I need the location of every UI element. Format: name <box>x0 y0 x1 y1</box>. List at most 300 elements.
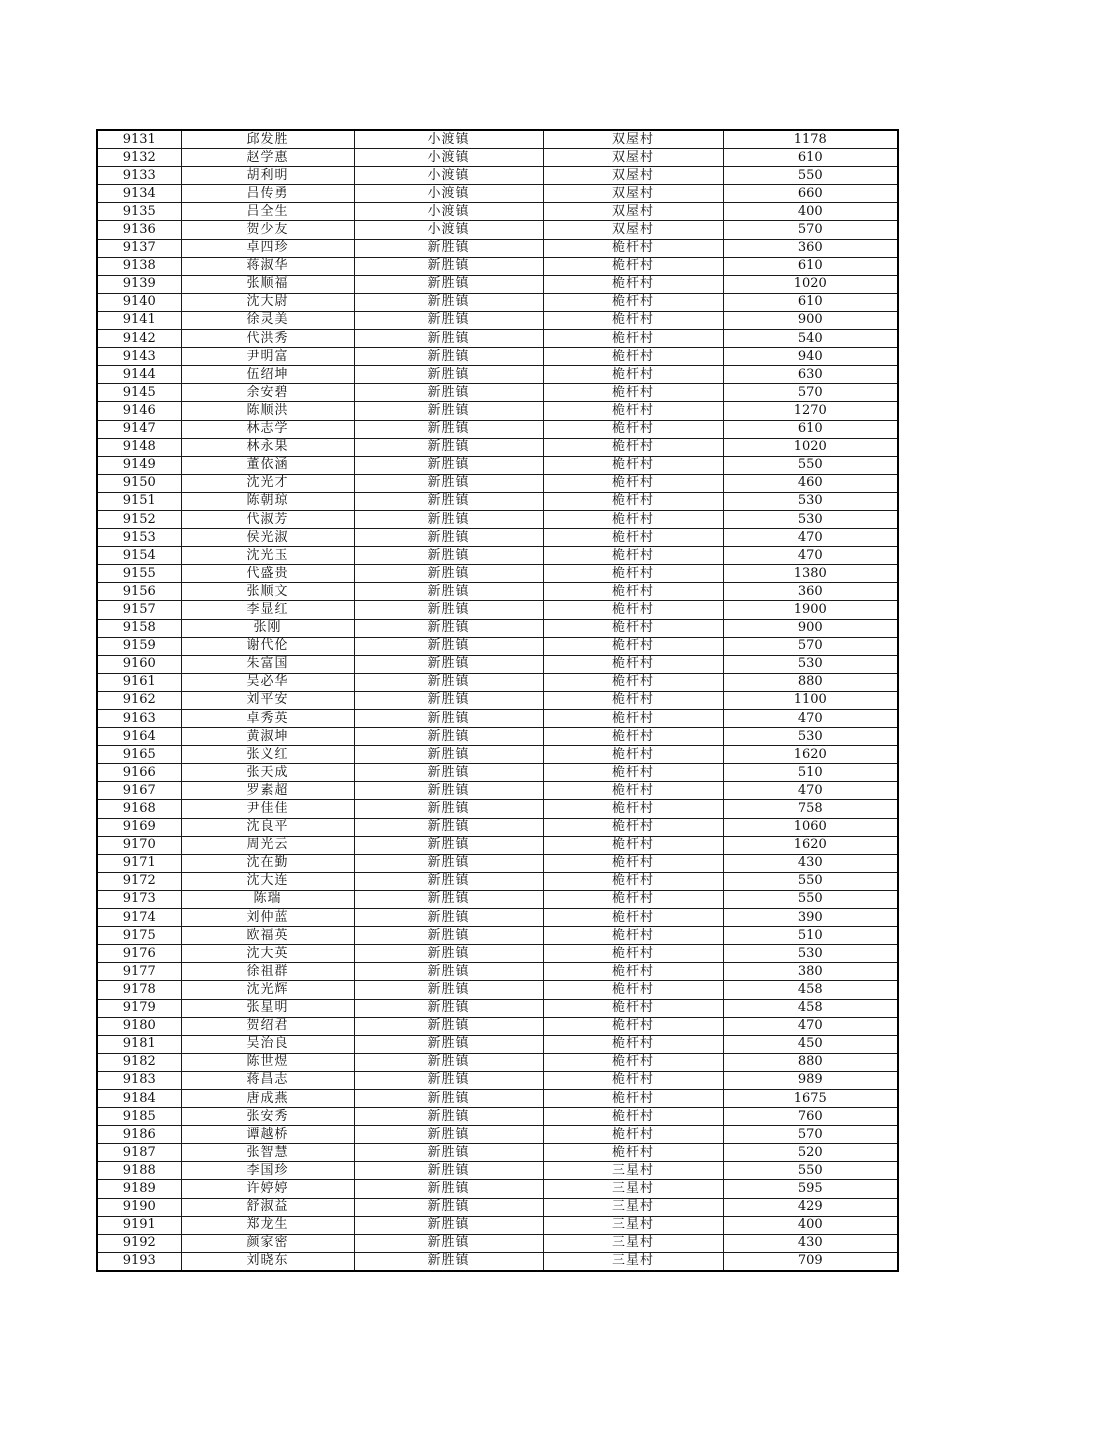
table-row <box>97 311 898 329</box>
amount-cell: 630 <box>723 366 898 384</box>
name-cell: 徐灵美 <box>181 311 354 329</box>
name-cell: 沈在勤 <box>181 854 354 872</box>
table-row <box>97 890 898 908</box>
village-cell: 桅杆村 <box>543 547 723 565</box>
amount-cell: 360 <box>723 583 898 601</box>
table-row <box>97 348 898 366</box>
village-cell: 三星村 <box>543 1180 723 1198</box>
town-cell: 新胜镇 <box>354 927 543 945</box>
town-cell: 新胜镇 <box>354 311 543 329</box>
amount-cell: 1380 <box>723 565 898 583</box>
table-row <box>97 818 898 836</box>
row-number-cell: 9183 <box>97 1071 181 1089</box>
town-cell: 小渡镇 <box>354 203 543 221</box>
row-number-cell: 9160 <box>97 655 181 673</box>
amount-cell: 530 <box>723 492 898 510</box>
table-row <box>97 438 898 456</box>
row-number-cell: 9170 <box>97 836 181 854</box>
name-cell: 沈大尉 <box>181 293 354 311</box>
village-cell: 桅杆村 <box>543 275 723 293</box>
village-cell: 桅杆村 <box>543 854 723 872</box>
name-cell: 徐祖群 <box>181 963 354 981</box>
table-row <box>97 203 898 221</box>
row-number-cell: 9179 <box>97 999 181 1017</box>
row-number-cell: 9176 <box>97 945 181 963</box>
town-cell: 新胜镇 <box>354 1035 543 1053</box>
amount-cell: 470 <box>723 710 898 728</box>
amount-cell: 450 <box>723 1035 898 1053</box>
table-row <box>97 836 898 854</box>
table-row <box>97 275 898 293</box>
name-cell: 尹明富 <box>181 348 354 366</box>
village-cell: 桅杆村 <box>543 529 723 547</box>
name-cell: 沈光才 <box>181 474 354 492</box>
table-row <box>97 728 898 746</box>
amount-cell: 458 <box>723 981 898 999</box>
amount-cell: 400 <box>723 203 898 221</box>
name-cell: 吕传勇 <box>181 185 354 203</box>
table-row <box>97 1017 898 1035</box>
amount-cell: 390 <box>723 909 898 927</box>
row-number-cell: 9157 <box>97 601 181 619</box>
village-cell: 桅杆村 <box>543 420 723 438</box>
table-row <box>97 384 898 402</box>
name-cell: 谢代伦 <box>181 637 354 655</box>
village-cell: 桅杆村 <box>543 366 723 384</box>
table-row <box>97 1144 898 1162</box>
table-row <box>97 565 898 583</box>
village-cell: 桅杆村 <box>543 890 723 908</box>
town-cell: 小渡镇 <box>354 185 543 203</box>
amount-cell: 530 <box>723 655 898 673</box>
row-number-cell: 9178 <box>97 981 181 999</box>
town-cell: 新胜镇 <box>354 728 543 746</box>
name-cell: 蒋淑华 <box>181 257 354 275</box>
village-cell: 桅杆村 <box>543 691 723 709</box>
name-cell: 林志学 <box>181 420 354 438</box>
table-row <box>97 927 898 945</box>
row-number-cell: 9148 <box>97 438 181 456</box>
name-cell: 张顺福 <box>181 275 354 293</box>
village-cell: 桅杆村 <box>543 474 723 492</box>
village-cell: 桅杆村 <box>543 348 723 366</box>
town-cell: 新胜镇 <box>354 981 543 999</box>
row-number-cell: 9190 <box>97 1198 181 1216</box>
table-row <box>97 637 898 655</box>
village-cell: 三星村 <box>543 1252 723 1271</box>
table-row <box>97 167 898 185</box>
table-row <box>97 945 898 963</box>
village-cell: 桅杆村 <box>543 1144 723 1162</box>
table-row <box>97 800 898 818</box>
name-cell: 张智慧 <box>181 1144 354 1162</box>
town-cell: 新胜镇 <box>354 547 543 565</box>
row-number-cell: 9193 <box>97 1252 181 1271</box>
amount-cell: 1060 <box>723 818 898 836</box>
name-cell: 张安秀 <box>181 1108 354 1126</box>
table-row <box>97 402 898 420</box>
village-cell: 桅杆村 <box>543 872 723 890</box>
name-cell: 周光云 <box>181 836 354 854</box>
table-row <box>97 1162 898 1180</box>
name-cell: 张天成 <box>181 764 354 782</box>
table-row <box>97 149 898 167</box>
town-cell: 新胜镇 <box>354 872 543 890</box>
name-cell: 李显红 <box>181 601 354 619</box>
village-cell: 桅杆村 <box>543 637 723 655</box>
village-cell: 桅杆村 <box>543 981 723 999</box>
village-cell: 桅杆村 <box>543 619 723 637</box>
village-cell: 桅杆村 <box>543 456 723 474</box>
town-cell: 新胜镇 <box>354 999 543 1017</box>
row-number-cell: 9140 <box>97 293 181 311</box>
name-cell: 陈顺洪 <box>181 402 354 420</box>
town-cell: 小渡镇 <box>354 221 543 239</box>
name-cell: 余安碧 <box>181 384 354 402</box>
amount-cell: 610 <box>723 420 898 438</box>
village-cell: 桅杆村 <box>543 1108 723 1126</box>
table-row <box>97 1198 898 1216</box>
table-row <box>97 1234 898 1252</box>
table-row <box>97 1108 898 1126</box>
table-row <box>97 366 898 384</box>
town-cell: 新胜镇 <box>354 909 543 927</box>
amount-cell: 758 <box>723 800 898 818</box>
name-cell: 陈瑞 <box>181 890 354 908</box>
row-number-cell: 9147 <box>97 420 181 438</box>
name-cell: 朱富国 <box>181 655 354 673</box>
row-number-cell: 9166 <box>97 764 181 782</box>
town-cell: 新胜镇 <box>354 402 543 420</box>
row-number-cell: 9188 <box>97 1162 181 1180</box>
amount-cell: 458 <box>723 999 898 1017</box>
table-row <box>97 257 898 275</box>
table-row <box>97 529 898 547</box>
village-cell: 双屋村 <box>543 130 723 149</box>
town-cell: 新胜镇 <box>354 529 543 547</box>
row-number-cell: 9191 <box>97 1216 181 1234</box>
town-cell: 新胜镇 <box>354 239 543 257</box>
town-cell: 新胜镇 <box>354 1180 543 1198</box>
amount-cell: 530 <box>723 728 898 746</box>
town-cell: 新胜镇 <box>354 619 543 637</box>
village-cell: 桅杆村 <box>543 565 723 583</box>
row-number-cell: 9171 <box>97 854 181 872</box>
name-cell: 卓秀英 <box>181 710 354 728</box>
village-cell: 桅杆村 <box>543 1089 723 1107</box>
village-cell: 双屋村 <box>543 203 723 221</box>
row-number-cell: 9174 <box>97 909 181 927</box>
amount-cell: 510 <box>723 927 898 945</box>
name-cell: 卓四珍 <box>181 239 354 257</box>
amount-cell: 900 <box>723 619 898 637</box>
village-cell: 双屋村 <box>543 185 723 203</box>
village-cell: 三星村 <box>543 1162 723 1180</box>
name-cell: 沈光玉 <box>181 547 354 565</box>
table-row <box>97 1071 898 1089</box>
table-row <box>97 710 898 728</box>
name-cell: 唐成燕 <box>181 1089 354 1107</box>
village-cell: 桅杆村 <box>543 510 723 528</box>
row-number-cell: 9158 <box>97 619 181 637</box>
name-cell: 沈大英 <box>181 945 354 963</box>
amount-cell: 989 <box>723 1071 898 1089</box>
amount-cell: 1020 <box>723 438 898 456</box>
name-cell: 刘晓东 <box>181 1252 354 1271</box>
name-cell: 代淑芳 <box>181 510 354 528</box>
amount-cell: 900 <box>723 311 898 329</box>
town-cell: 新胜镇 <box>354 746 543 764</box>
table-row <box>97 492 898 510</box>
village-cell: 桅杆村 <box>543 710 723 728</box>
amount-cell: 550 <box>723 890 898 908</box>
town-cell: 新胜镇 <box>354 330 543 348</box>
row-number-cell: 9145 <box>97 384 181 402</box>
village-cell: 桅杆村 <box>543 746 723 764</box>
name-cell: 陈世煜 <box>181 1053 354 1071</box>
row-number-cell: 9181 <box>97 1035 181 1053</box>
amount-cell: 595 <box>723 1180 898 1198</box>
amount-cell: 570 <box>723 637 898 655</box>
table-row <box>97 330 898 348</box>
row-number-cell: 9185 <box>97 1108 181 1126</box>
town-cell: 新胜镇 <box>354 583 543 601</box>
village-cell: 桅杆村 <box>543 1035 723 1053</box>
town-cell: 新胜镇 <box>354 1198 543 1216</box>
row-number-cell: 9164 <box>97 728 181 746</box>
name-cell: 沈良平 <box>181 818 354 836</box>
amount-cell: 550 <box>723 167 898 185</box>
row-number-cell: 9150 <box>97 474 181 492</box>
row-number-cell: 9189 <box>97 1180 181 1198</box>
town-cell: 新胜镇 <box>354 1053 543 1071</box>
town-cell: 新胜镇 <box>354 637 543 655</box>
amount-cell: 510 <box>723 764 898 782</box>
amount-cell: 360 <box>723 239 898 257</box>
amount-cell: 460 <box>723 474 898 492</box>
amount-cell: 610 <box>723 293 898 311</box>
town-cell: 新胜镇 <box>354 1216 543 1234</box>
row-number-cell: 9155 <box>97 565 181 583</box>
table-row <box>97 782 898 800</box>
town-cell: 新胜镇 <box>354 366 543 384</box>
name-cell: 颜家密 <box>181 1234 354 1252</box>
row-number-cell: 9151 <box>97 492 181 510</box>
amount-cell: 429 <box>723 1198 898 1216</box>
table-row <box>97 547 898 565</box>
name-cell: 尹佳佳 <box>181 800 354 818</box>
amount-cell: 940 <box>723 348 898 366</box>
town-cell: 新胜镇 <box>354 1126 543 1144</box>
village-cell: 桅杆村 <box>543 764 723 782</box>
amount-cell: 1675 <box>723 1089 898 1107</box>
town-cell: 新胜镇 <box>354 1108 543 1126</box>
table-row <box>97 1053 898 1071</box>
name-cell: 蒋昌志 <box>181 1071 354 1089</box>
table-row <box>97 1216 898 1234</box>
table-row <box>97 1089 898 1107</box>
village-cell: 三星村 <box>543 1234 723 1252</box>
village-cell: 桅杆村 <box>543 239 723 257</box>
row-number-cell: 9184 <box>97 1089 181 1107</box>
name-cell: 陈朝琼 <box>181 492 354 510</box>
row-number-cell: 9138 <box>97 257 181 275</box>
village-cell: 桅杆村 <box>543 927 723 945</box>
town-cell: 新胜镇 <box>354 836 543 854</box>
village-cell: 桅杆村 <box>543 601 723 619</box>
town-cell: 新胜镇 <box>354 1234 543 1252</box>
amount-cell: 380 <box>723 963 898 981</box>
name-cell: 张刚 <box>181 619 354 637</box>
row-number-cell: 9162 <box>97 691 181 709</box>
village-cell: 桅杆村 <box>543 1071 723 1089</box>
name-cell: 贺少友 <box>181 221 354 239</box>
table-row <box>97 764 898 782</box>
table-row <box>97 420 898 438</box>
table-row <box>97 981 898 999</box>
table-row <box>97 691 898 709</box>
row-number-cell: 9156 <box>97 583 181 601</box>
table-row <box>97 1126 898 1144</box>
row-number-cell: 9137 <box>97 239 181 257</box>
town-cell: 新胜镇 <box>354 420 543 438</box>
amount-cell: 530 <box>723 945 898 963</box>
amount-cell: 570 <box>723 221 898 239</box>
village-cell: 桅杆村 <box>543 257 723 275</box>
name-cell: 邱发胜 <box>181 130 354 149</box>
town-cell: 新胜镇 <box>354 1144 543 1162</box>
name-cell: 欧福英 <box>181 927 354 945</box>
amount-cell: 1900 <box>723 601 898 619</box>
amount-cell: 470 <box>723 529 898 547</box>
amount-cell: 520 <box>723 1144 898 1162</box>
town-cell: 新胜镇 <box>354 1071 543 1089</box>
village-cell: 桅杆村 <box>543 945 723 963</box>
name-cell: 胡利明 <box>181 167 354 185</box>
row-number-cell: 9182 <box>97 1053 181 1071</box>
name-cell: 代洪秀 <box>181 330 354 348</box>
amount-cell: 610 <box>723 257 898 275</box>
name-cell: 谭越桥 <box>181 1126 354 1144</box>
table-row <box>97 221 898 239</box>
row-number-cell: 9173 <box>97 890 181 908</box>
village-cell: 桅杆村 <box>543 492 723 510</box>
town-cell: 新胜镇 <box>354 510 543 528</box>
table-row <box>97 673 898 691</box>
village-cell: 三星村 <box>543 1216 723 1234</box>
name-cell: 沈大连 <box>181 872 354 890</box>
town-cell: 新胜镇 <box>354 348 543 366</box>
name-cell: 吴治良 <box>181 1035 354 1053</box>
village-cell: 双屋村 <box>543 167 723 185</box>
town-cell: 新胜镇 <box>354 710 543 728</box>
name-cell: 张顺文 <box>181 583 354 601</box>
town-cell: 新胜镇 <box>354 890 543 908</box>
name-cell: 吴必华 <box>181 673 354 691</box>
row-number-cell: 9139 <box>97 275 181 293</box>
row-number-cell: 9142 <box>97 330 181 348</box>
name-cell: 张星明 <box>181 999 354 1017</box>
amount-cell: 709 <box>723 1252 898 1271</box>
amount-cell: 570 <box>723 384 898 402</box>
village-cell: 桅杆村 <box>543 583 723 601</box>
town-cell: 新胜镇 <box>354 384 543 402</box>
table-row <box>97 872 898 890</box>
amount-cell: 400 <box>723 1216 898 1234</box>
name-cell: 董依涵 <box>181 456 354 474</box>
village-cell: 双屋村 <box>543 149 723 167</box>
table-row <box>97 1252 898 1271</box>
name-cell: 舒淑益 <box>181 1198 354 1216</box>
town-cell: 新胜镇 <box>354 782 543 800</box>
village-cell: 桅杆村 <box>543 800 723 818</box>
table-row <box>97 655 898 673</box>
town-cell: 新胜镇 <box>354 818 543 836</box>
amount-cell: 610 <box>723 149 898 167</box>
table-row <box>97 619 898 637</box>
row-number-cell: 9136 <box>97 221 181 239</box>
row-number-cell: 9134 <box>97 185 181 203</box>
table-row <box>97 746 898 764</box>
row-number-cell: 9168 <box>97 800 181 818</box>
amount-cell: 470 <box>723 782 898 800</box>
name-cell: 赵学惠 <box>181 149 354 167</box>
row-number-cell: 9135 <box>97 203 181 221</box>
table-row <box>97 185 898 203</box>
row-number-cell: 9175 <box>97 927 181 945</box>
amount-cell: 540 <box>723 330 898 348</box>
town-cell: 新胜镇 <box>354 854 543 872</box>
table-row <box>97 1180 898 1198</box>
village-cell: 桅杆村 <box>543 909 723 927</box>
amount-cell: 1620 <box>723 836 898 854</box>
amount-cell: 430 <box>723 854 898 872</box>
row-number-cell: 9163 <box>97 710 181 728</box>
town-cell: 新胜镇 <box>354 764 543 782</box>
amount-cell: 530 <box>723 510 898 528</box>
row-number-cell: 9152 <box>97 510 181 528</box>
town-cell: 新胜镇 <box>354 474 543 492</box>
table-row <box>97 130 898 149</box>
town-cell: 新胜镇 <box>354 673 543 691</box>
row-number-cell: 9146 <box>97 402 181 420</box>
row-number-cell: 9131 <box>97 130 181 149</box>
name-cell: 代盛贵 <box>181 565 354 583</box>
amount-cell: 470 <box>723 547 898 565</box>
row-number-cell: 9169 <box>97 818 181 836</box>
table-row <box>97 854 898 872</box>
name-cell: 郑龙生 <box>181 1216 354 1234</box>
amount-cell: 430 <box>723 1234 898 1252</box>
name-cell: 刘平安 <box>181 691 354 709</box>
village-cell: 桅杆村 <box>543 330 723 348</box>
name-cell: 吕全生 <box>181 203 354 221</box>
amount-cell: 470 <box>723 1017 898 1035</box>
name-cell: 罗素超 <box>181 782 354 800</box>
town-cell: 新胜镇 <box>354 565 543 583</box>
row-number-cell: 9159 <box>97 637 181 655</box>
town-cell: 新胜镇 <box>354 438 543 456</box>
table-row <box>97 601 898 619</box>
name-cell: 沈光辉 <box>181 981 354 999</box>
village-cell: 桅杆村 <box>543 384 723 402</box>
village-cell: 桅杆村 <box>543 1126 723 1144</box>
table-row <box>97 293 898 311</box>
name-cell: 侯光淑 <box>181 529 354 547</box>
name-cell: 贺绍君 <box>181 1017 354 1035</box>
row-number-cell: 9154 <box>97 547 181 565</box>
row-number-cell: 9167 <box>97 782 181 800</box>
